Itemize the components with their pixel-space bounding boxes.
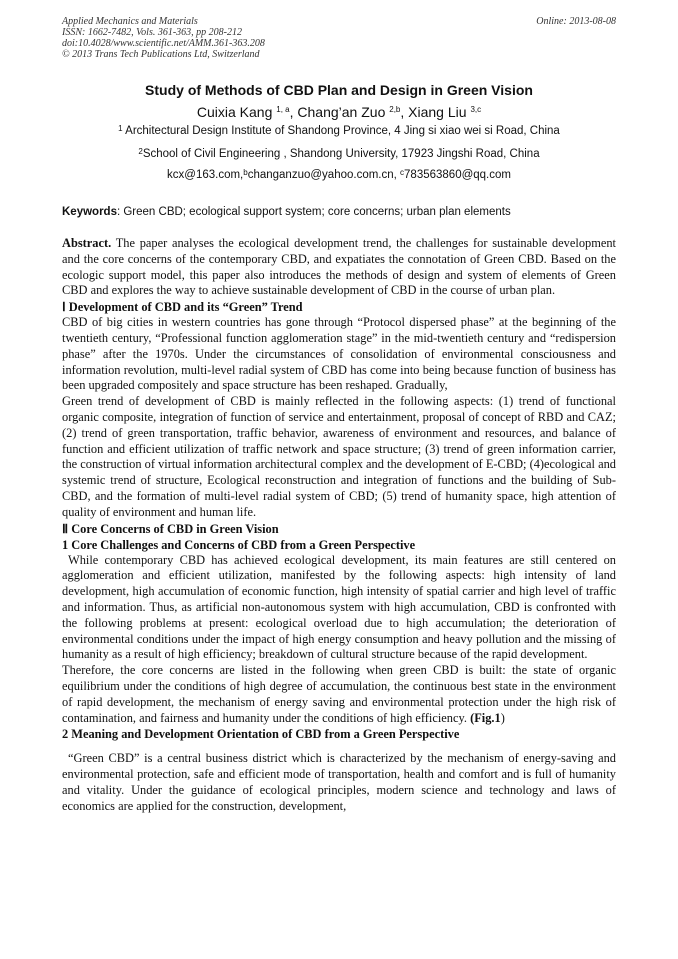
email[interactable]: kcx@163.com, (167, 169, 244, 181)
email-mark: c (400, 168, 405, 177)
abstract-label: Abstract. (62, 236, 112, 250)
online-date: Online: 2013-08-08 (536, 16, 616, 27)
author-affiliation-mark: 3,c (470, 105, 482, 114)
affiliation-mark: 1 (118, 124, 123, 133)
section-heading-1: Ⅰ Development of CBD and its “Green” Trend (62, 300, 303, 315)
author-emails (62, 168, 616, 182)
affiliation-text: Architectural Design Institute of Shandong Province, 4 Jing si xiao wei si Road, China (125, 125, 560, 137)
section-heading-2: Ⅱ Core Concerns of CBD in Green Vision (62, 521, 279, 536)
doi-line: doi:10.4028/www.scientific.net/AMM.361-363.208 (62, 38, 265, 49)
paper-body (62, 236, 616, 815)
abstract-text: The paper analyses the ecological development trend, the challenges for sustainable development and the core concerns of the contemporary CBD, and expatiates the connotation of Green CBD. Based on the ecologic support model, this paper also introduces the methods of design and system of elements of Green CBD and explores the way to achieve sustainable development of CBD in the course of urban plan. (62, 236, 616, 298)
subsection-heading-2: 2 Meaning and Development Orientation of CBD from a Green Perspective (62, 727, 460, 742)
keywords-text: : Green CBD; ecological support system; core concerns; urban plan elements (116, 206, 511, 218)
paper-title: Study of Methods of CBD Plan and Design in Green Vision (145, 82, 533, 98)
email[interactable]: changanzuo@yahoo.com.cn, (247, 169, 401, 181)
journal-header (62, 16, 616, 60)
paragraph: Green trend of development of CBD is mainly reflected in the following aspects: (1) trend of functional organic composite, integration of function of service and entertainment, proposal of concept of RBD and CAZ; (2) trend of green transportation, traffic behavior, awareness of environment and resources, and balance of function and efficient utilization of traffic network and space structure; (3) trend of green information carrier, the construction of virtual information architectural complex and the development of E-CBD; (4)ecological and systemic trend of structure, Ecological reconstruction and integration of functions and the building of Sub-CBD, and the formation of multi-level radial system of CBD; (5) trend of humanity space, high attention of quality of environment and human life. (62, 394, 616, 519)
figure-reference[interactable]: (Fig.1 (470, 710, 501, 725)
paragraph-text: Therefore, the core concerns are listed in the following when green CBD is built: the state of organic equilibrium under the conditions of high degree of accumulation, the continuous best state in the environment of rapid development, the mechanism of energy saving and environmental protection under the high risk of contamination, and fairness and humanity under the conditions of high efficiency. (62, 663, 616, 725)
author-affiliation-mark: 2,b (389, 105, 401, 114)
affiliation-2 (62, 147, 616, 161)
affiliation-text: School of Civil Engineering , Shandong University, 17923 Jingshi Road, China (142, 148, 540, 160)
author-name: Xiang Liu (408, 104, 467, 120)
affiliation-mark: 2 (138, 147, 143, 156)
paragraph: CBD of big cities in western countries has gone through “Protocol dispersed phase” at the beginning of the twentieth century, “Professional function agglomeration stage” in the mid-twentieth century and “redispersion phase” after the 1970s. Under the circumstances of consolidation of environmental consciousness and information revolution, multi-level radial system of CBD has come into being because function of business has been upgraded compositely and space structure has been reshaped. Gradually, (62, 315, 616, 393)
keywords (62, 205, 616, 219)
paragraph (62, 663, 616, 726)
subsection-heading-1: 1 Core Challenges and Concerns of CBD from a Green Perspective (62, 537, 416, 552)
email[interactable]: 783563860@qq.com (404, 169, 511, 181)
author-name: Chang’an Zuo (297, 104, 386, 120)
journal-name: Applied Mechanics and Materials (62, 16, 198, 27)
copyright-line: © 2013 Trans Tech Publications Ltd, Switzerland (62, 49, 260, 60)
paragraph: While contemporary CBD has achieved ecological development, its main features are still centered on agglomeration and efficient utilization, manifested by the following aspects: high intensity of land development, high accumulation of economic function, high intensity of spatial carrier and high level of traffic and information. Thus, as artificial non-autonomous system with high accumulation, CBD is confronted with the following problems at present: ecological overload due to high accumulation; the deterioration of environmental conditions under the impact of high energy consumption and heavy pollution and the missing of humanity as a result of high efficiency; breakdown of cultural structure because of the rapid development. (62, 552, 616, 662)
abstract (62, 236, 616, 299)
email-mark: b (243, 168, 248, 177)
author-affiliation-mark: 1, a (276, 105, 290, 114)
affiliation-1 (62, 124, 616, 138)
figure-reference-close: ) (500, 710, 505, 725)
paragraph: “Green CBD” is a central business district which is characterized by the mechanism of energy-saving and environmental protection, safe and efficient mode of transportation, health and comfort and is full of humanity and vitality. Under the guidance of ecological principles, modern science and technology and laws of economics are applied for the construction, development, (62, 751, 616, 813)
issn-line: ISSN: 1662-7482, Vols. 361-363, pp 208-212 (62, 27, 242, 38)
author-list: Cuixia Kang $^{1, a}$, Chang’an Zuo $^{2,b}$, Xiang Liu $^{3,c}$ (196, 104, 482, 120)
author-name: Cuixia Kang (196, 104, 273, 120)
keywords-label: Keywords (62, 206, 117, 218)
